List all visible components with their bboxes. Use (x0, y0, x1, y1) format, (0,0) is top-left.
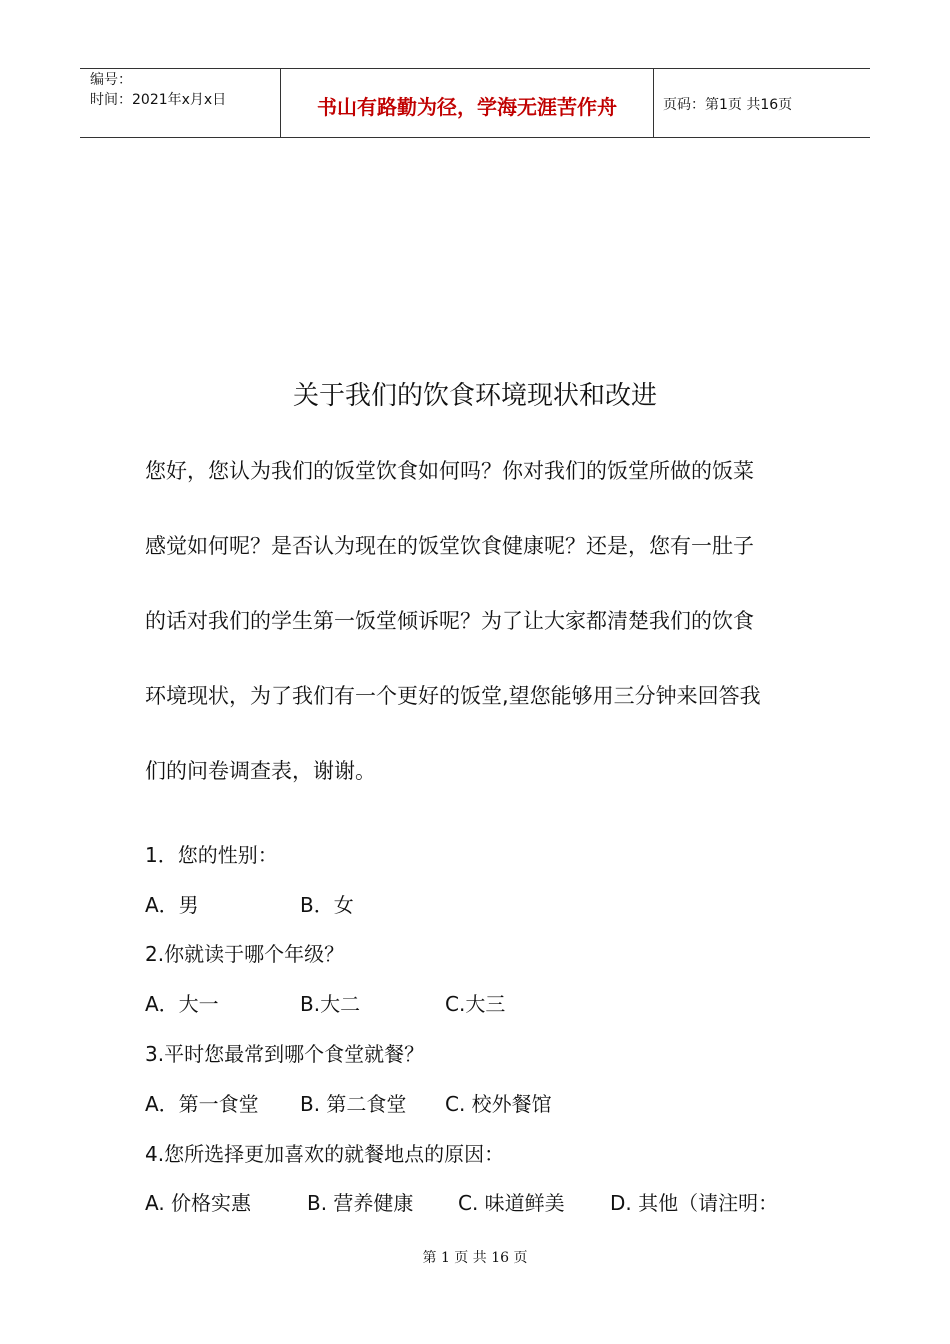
question-4-option-d: D. 其他（请注明： (610, 1191, 779, 1215)
question-3-option-c: C. 校外餐馆 (445, 1092, 552, 1116)
question-4-option-c: C. 味道鲜美 (458, 1191, 565, 1215)
question-1: 1．您的性别： (145, 843, 278, 867)
intro-line: 您好，您认为我们的饭堂饮食如何吗？你对我们的饭堂所做的饭菜 (145, 459, 754, 483)
question-3-option-a: A．第一食堂 (145, 1092, 259, 1116)
intro-line: 环境现状，为了我们有一个更好的饭堂,望您能够用三分钟来回答我 (145, 684, 761, 708)
document-title: 关于我们的饮食环境现状和改进 (292, 381, 657, 411)
page-footer: 第 1 页 共 16 页 (422, 1250, 528, 1266)
header-motto-cell (280, 69, 654, 137)
question-3: 3.平时您最常到哪个食堂就餐？ (145, 1042, 425, 1066)
question-2-option-c: C.大三 (445, 992, 506, 1016)
question-4: 4.您所选择更加喜欢的就餐地点的原因： (145, 1142, 505, 1166)
question-1-option-a: A．男 (145, 893, 199, 917)
page-header (80, 68, 870, 138)
question-2-option-a: A．大一 (145, 992, 219, 1016)
document-date-label: 时间：2021年x月x日 (90, 92, 227, 108)
intro-line: 们的问卷调查表，谢谢。 (145, 759, 376, 783)
intro-line: 感觉如何呢？是否认为现在的饭堂饮食健康呢？还是，您有一肚子 (145, 534, 754, 558)
question-4-option-b: B. 营养健康 (307, 1191, 414, 1215)
question-4-option-a: A. 价格实惠 (145, 1191, 252, 1215)
header-page-code: 页码：第1页 共16页 (663, 97, 793, 113)
document-number-label: 编号： (90, 72, 132, 88)
header-right-cell (653, 69, 870, 137)
question-2: 2.你就读于哪个年级？ (145, 942, 345, 966)
header-left-cell (80, 69, 280, 137)
question-2-option-b: B.大二 (300, 992, 361, 1016)
question-3-option-b: B. 第二食堂 (300, 1092, 407, 1116)
question-1-option-b: B．女 (300, 893, 354, 917)
header-motto: 书山有路勤为径，学海无涯苦作舟 (317, 95, 617, 119)
intro-line: 的话对我们的学生第一饭堂倾诉呢？为了让大家都清楚我们的饮食 (145, 609, 754, 633)
